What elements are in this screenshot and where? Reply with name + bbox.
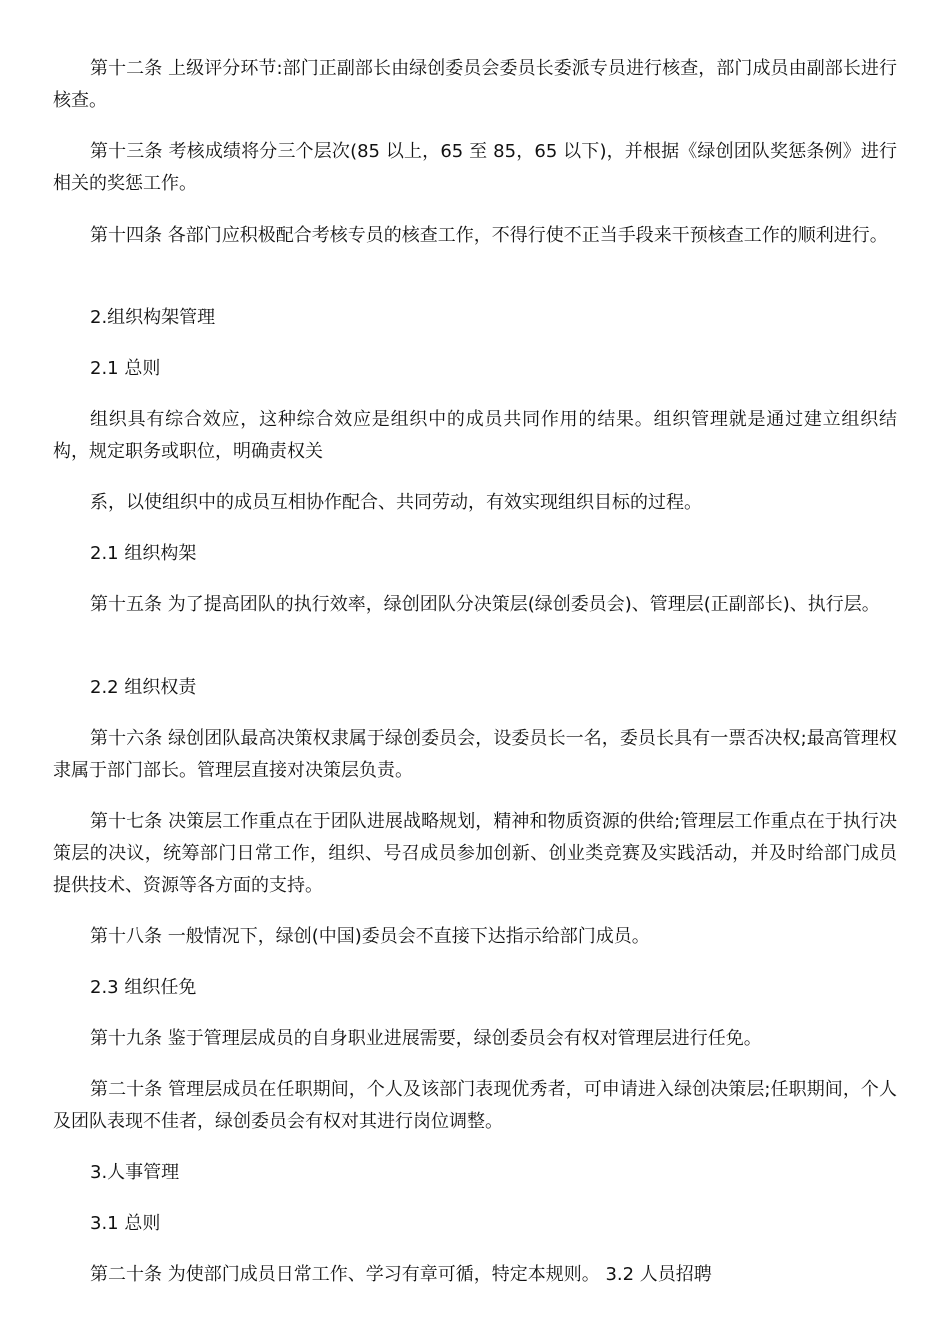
subsection-heading-2-3: 2.3 组织任免: [90, 977, 197, 998]
subsection-heading-2-2: 2.2 组织权责: [90, 677, 197, 698]
section-heading-2: 2.组织构架管理: [90, 307, 216, 328]
article-18: 第十八条 一般情况下，绿创(中国)委员会不直接下达指示给部门成员。: [90, 926, 650, 947]
organization-paragraph-1: 组织具有综合效应，这种综合效应是组织中的成员共同作用的结果。组织管理就是通过建立组织结构，规定职务或职位，明确责权关: [53, 409, 897, 462]
article-20-a: 第二十条 管理层成员在任职期间，个人及该部门表现优秀者，可申请进入绿创决策层;任职期间，个人及团队表现不佳者，绿创委员会有权对其进行岗位调整。: [53, 1079, 897, 1132]
article-20-b: 第二十条 为使部门成员日常工作、学习有章可循，特定本规则。 3.2 人员招聘: [90, 1264, 712, 1285]
article-16: 第十六条 绿创团队最高决策权隶属于绿创委员会，设委员长一名，委员长具有一票否决权;最高管理权隶属于部门部长。管理层直接对决策层负责。: [53, 728, 897, 781]
subsection-heading-3-1: 3.1 总则: [90, 1213, 161, 1234]
section-heading-3: 3.人事管理: [90, 1162, 180, 1183]
article-15: 第十五条 为了提高团队的执行效率，绿创团队分决策层(绿创委员会)、管理层(正副部长)、执行层。: [90, 594, 880, 615]
article-14: 第十四条 各部门应积极配合考核专员的核查工作，不得行使不正当手段来干预核查工作的顺利进行。: [90, 225, 888, 246]
article-13: 第十三条 考核成绩将分三个层次(85 以上，65 至 85，65 以下)，并根据《绿创团队奖惩条例》进行相关的奖惩工作。: [53, 141, 897, 194]
article-12: 第十二条 上级评分环节:部门正副部长由绿创委员会委员长委派专员进行核查，部门成员由副部长进行核查。: [53, 58, 897, 111]
organization-paragraph-2: 系，以使组织中的成员互相协作配合、共同劳动，有效实现组织目标的过程。: [90, 492, 702, 513]
article-17: 第十七条 决策层工作重点在于团队进展战略规划，精神和物质资源的供给;管理层工作重点在于执行决策层的决议，统筹部门日常工作，组织、号召成员参加创新、创业类竞赛及实践活动，并及时给部门成员提供技术、资源等各方面的支持。: [53, 811, 897, 896]
subsection-heading-2-1-structure: 2.1 组织构架: [90, 543, 197, 564]
article-19: 第十九条 鉴于管理层成员的自身职业进展需要，绿创委员会有权对管理层进行任免。: [90, 1028, 762, 1049]
subsection-heading-2-1-general: 2.1 总则: [90, 358, 161, 379]
